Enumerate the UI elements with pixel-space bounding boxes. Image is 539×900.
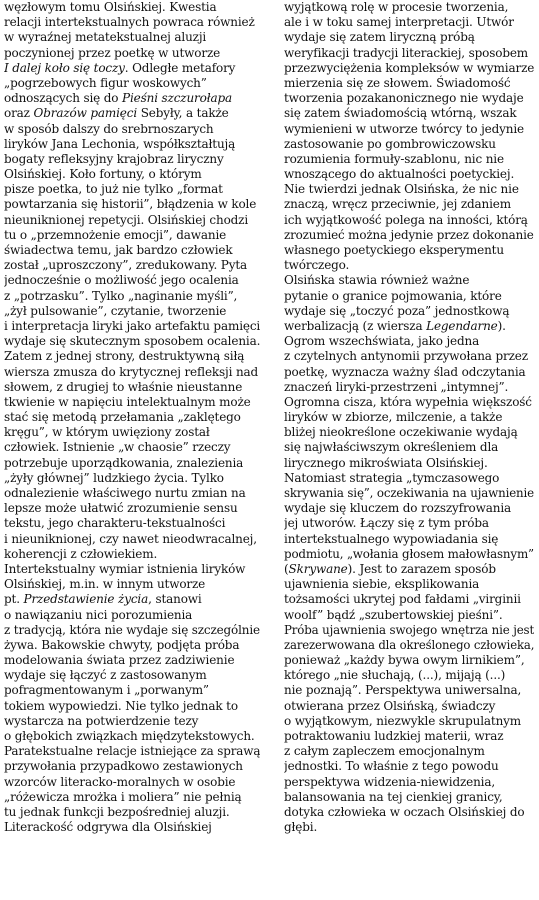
text-fragment: potraktowaniu ludzkiej materii, wraz <box>284 729 504 743</box>
text-line <box>284 76 534 91</box>
text-fragment: wzorców literacko-moralnych w osobie <box>4 774 236 789</box>
text-line <box>284 425 534 440</box>
text-line <box>284 729 534 744</box>
text-fragment: Zatem z jednej strony, destruktywną siłą <box>4 349 245 364</box>
text-line <box>4 577 260 592</box>
text-fragment: bogaty refleksyjny krajobraz liryczny <box>4 151 224 166</box>
text-line <box>284 790 534 805</box>
text-fragment: dotyka człowieka w oczach Olsińskiej do <box>284 804 525 819</box>
text-fragment: nie poznają”. Perspektywa uniwersalna, <box>284 683 522 698</box>
text-line <box>284 304 534 319</box>
text-fragment: koherencji z człowiekiem. <box>4 546 158 561</box>
text-line <box>4 471 260 486</box>
text-fragment: przezwyciężenia kompleksów w wymiarze <box>284 60 534 75</box>
text-line <box>4 623 259 638</box>
text-fragment: w wyraźnej metatekstualnej aluzji <box>4 30 207 45</box>
text-line <box>284 258 534 273</box>
text-fragment: o nawiązaniu nici porozumienia <box>4 607 193 622</box>
text-fragment: człowiek. Istnienie „w chaosie” rzeczy <box>4 440 231 455</box>
text-line <box>284 683 534 698</box>
text-line <box>4 0 260 15</box>
text-line <box>284 61 534 76</box>
text-line <box>4 76 260 91</box>
text-fragment: relacji intertekstualnych powraca również <box>4 15 255 30</box>
text-fragment: werbalizacją (z wiersza <box>284 318 427 333</box>
text-fragment: zrozumieć można jedynie przez dokonanie <box>284 227 534 242</box>
text-line <box>284 668 534 683</box>
text-line <box>284 46 534 61</box>
text-line <box>284 608 534 623</box>
text-fragment: nieuniknionej repetycji. Olsińskiej chodzi <box>4 212 249 227</box>
text-fragment: mierzenia się ze słowem. Świadomość <box>284 75 511 90</box>
text-fragment: poczynionej przez poetkę w utworze <box>4 45 221 60</box>
text-line <box>4 380 260 395</box>
text-line <box>4 167 260 182</box>
text-line <box>284 637 534 653</box>
text-fragment: przywołania przypadkowo zestawionych <box>4 759 243 774</box>
text-fragment: stać się metodą przełamania „zaklętego <box>4 410 241 425</box>
text-fragment: jej utworów. Łączy się z tym próba <box>284 516 489 531</box>
text-fragment: powtarzania się historii”, błądzenia w kole <box>4 197 257 212</box>
text-line <box>4 547 260 562</box>
text-line <box>4 456 260 471</box>
text-fragment: znaczą, wręcz przeciwnie, jej zdaniem <box>284 197 511 212</box>
text-line <box>4 486 260 501</box>
text-fragment: wydaje się kluczem do rozszyfrowania <box>284 501 512 516</box>
text-column-right <box>284 0 534 900</box>
text-fragment: intertekstualnego wypowiadania się <box>284 531 499 546</box>
text-line <box>4 820 260 835</box>
text-fragment: bliżej nieokreślone oczekiwanie wydają <box>284 425 518 440</box>
text-fragment: zastosowanie po gombrowiczowsku <box>284 136 496 151</box>
text-line <box>4 592 260 607</box>
text-fragment: którego „nie słuchają, (...), mijają (...) <box>284 668 506 683</box>
text-fragment: balansowania na tej cienkiej granicy, <box>284 789 503 804</box>
text-line <box>4 653 260 668</box>
text-line <box>4 152 260 167</box>
text-fragment: z „potrzasku”. Tylko „naginanie myśli”, <box>4 288 238 303</box>
text-line <box>4 608 260 623</box>
text-line <box>4 91 260 106</box>
text-line <box>4 805 260 820</box>
text-fragment: Próba ujawnienia swojego wnętrza nie jest <box>284 622 534 637</box>
text-line <box>284 546 534 562</box>
text-line <box>4 425 260 440</box>
text-fragment: woolf” bądź „szubertowskiej pieśni”. <box>284 607 503 622</box>
text-fragment: z czytelnych antynomii przywołana przez <box>284 349 528 364</box>
text-line <box>4 61 260 76</box>
text-fragment: tokiem wypowiedzi. Nie tylko jednak to <box>4 698 238 713</box>
text-line <box>4 46 260 61</box>
text-line <box>284 440 534 455</box>
text-fragment: Literackość odgrywa dla Olsińskiej <box>4 820 212 835</box>
text-line <box>284 228 532 243</box>
text-line <box>284 759 534 774</box>
text-line <box>4 638 260 653</box>
text-line <box>284 820 534 835</box>
text-fragment: modelowania świata przez zadziwienie <box>4 653 235 668</box>
text-fragment: „żył pulsowanie”, czytanie, tworzenie <box>4 303 227 318</box>
text-line <box>4 562 260 577</box>
text-fragment: tekstu, jego charakteru-tekstualności <box>4 516 226 531</box>
text-line <box>284 775 534 790</box>
text-line <box>4 714 260 729</box>
text-line <box>284 349 534 364</box>
text-line <box>284 744 534 759</box>
text-line <box>4 410 260 425</box>
text-line <box>4 516 260 531</box>
text-fragment: znaczeń liryki-przestrzeni „intymnej”. <box>284 379 509 394</box>
text-line <box>284 152 534 167</box>
text-line <box>284 0 534 15</box>
text-line <box>284 653 534 668</box>
italic-title-fragment: Legendarne <box>426 318 498 333</box>
text-fragment: ponieważ „każdy bywa owym lirnikiem”, <box>284 653 525 668</box>
text-line <box>4 501 260 516</box>
text-line <box>4 258 260 273</box>
text-line <box>284 410 534 425</box>
text-line <box>284 213 534 228</box>
text-fragment: z tradycją, która nie wydaje się szczególnie <box>4 622 260 637</box>
text-fragment: Olsińskiej. Koło fortuny, o którym <box>4 167 202 182</box>
text-fragment: Ogrom wszechświata, jako jedna <box>284 334 480 349</box>
text-fragment: poetkę, wyznacza ważny ślad odczytania <box>284 364 526 379</box>
text-line <box>284 577 534 592</box>
text-line <box>284 334 534 349</box>
text-fragment: Paratekstualne relacje istniejące za sprawą <box>4 744 260 759</box>
text-fragment: wiersza zmusza do krytycznej refleksji nad <box>4 364 259 379</box>
text-fragment: „żyły głównej” ludzkiego życia. Tylko <box>4 470 224 485</box>
text-line <box>284 501 534 516</box>
text-line <box>284 380 534 395</box>
text-column-left <box>4 0 260 900</box>
text-line <box>4 532 260 547</box>
text-line <box>4 759 260 774</box>
text-line <box>284 106 534 121</box>
text-line <box>4 729 260 744</box>
italic-title-fragment: I dalej koło się toczy <box>4 60 125 75</box>
text-line <box>4 304 260 319</box>
text-fragment: Ogromna cisza, która wypełnia większość <box>284 394 532 409</box>
text-fragment: rozumienia formuły-szablonu, nic nie <box>284 151 504 166</box>
text-fragment: . Odległe metafory <box>124 60 236 75</box>
text-fragment: się najwłaściwszym określeniem dla <box>284 440 499 455</box>
text-fragment: tworzenia pozakanonicznego nie wydaje <box>284 91 524 106</box>
text-line <box>284 516 534 531</box>
text-fragment: , stanowi <box>148 592 202 607</box>
text-line <box>4 319 260 334</box>
text-line <box>284 243 534 258</box>
text-line <box>4 775 260 790</box>
text-fragment: lepsze może ułatwić zrozumienie sensu <box>4 501 238 516</box>
text-fragment: ich wyjątkowość polega na inności, którą <box>284 212 528 227</box>
text-line <box>4 137 260 152</box>
text-line <box>284 714 534 729</box>
text-line <box>284 30 534 45</box>
text-line <box>4 122 260 137</box>
text-fragment: się zatem świadomością wtórną, wszak <box>284 106 517 121</box>
text-line <box>284 182 534 197</box>
text-line <box>284 319 534 334</box>
text-line <box>284 91 534 106</box>
text-line <box>4 243 260 258</box>
text-fragment: o wyjątkowym, niezwykle skrupulatnym <box>284 713 522 728</box>
text-fragment: „różewicza mrożka i moliera” nie pełnią <box>4 789 242 804</box>
italic-title-fragment: Obrazów pamięci <box>33 106 138 121</box>
text-line <box>4 273 260 288</box>
text-line <box>284 486 534 501</box>
text-fragment: twórczego. <box>284 258 350 273</box>
text-fragment: ale i w toku samej interpretacji. Utwór <box>284 15 514 30</box>
text-fragment: tkwienie w napięciu intelektualnym może <box>4 394 251 409</box>
text-fragment: pt. <box>4 592 24 607</box>
text-fragment: ( <box>284 561 289 576</box>
italic-title-fragment: Pieśni szczurołapa <box>122 91 232 106</box>
text-fragment: tu jednak funkcji bezpośredniej aluzji. <box>4 804 230 819</box>
text-fragment: Olsińska stawia również ważne <box>284 273 470 288</box>
text-line <box>284 562 534 577</box>
text-line <box>284 365 534 380</box>
text-fragment: wyjątkową rolę w procesie tworzenia, <box>284 0 509 14</box>
text-line <box>284 273 534 288</box>
text-fragment: pofragmentowanym i „porwanym” <box>4 683 209 698</box>
text-line <box>4 289 260 304</box>
text-line <box>284 395 534 410</box>
text-fragment: Nie twierdzi jednak Olsińska, że nic nie <box>284 182 519 197</box>
text-fragment: w sposób dalszy do srebrnoszarych <box>4 121 214 136</box>
text-line <box>284 289 534 304</box>
text-line <box>4 228 260 243</box>
text-fragment: otwierana przez Olsińską, świadczy <box>284 698 496 713</box>
text-fragment: pytanie o granice pojmowania, które <box>284 288 502 303</box>
text-fragment: i nieuniknionej, czy nawet nieodwracalnej, <box>4 531 257 546</box>
text-line <box>284 122 534 137</box>
text-line <box>4 395 260 410</box>
text-fragment: jednocześnie o możliwość jego ocalenia <box>4 273 239 288</box>
text-fragment: Olsińskiej, m.in. w innym utworze <box>4 577 206 592</box>
text-line <box>4 365 260 380</box>
text-line <box>4 744 259 759</box>
text-fragment: ). Jest to zarazem sposób <box>347 561 496 576</box>
text-line <box>284 592 534 607</box>
text-line <box>4 349 260 364</box>
text-line <box>284 197 534 212</box>
text-fragment: węzłowym tomu Olsińskiej. Kwestia <box>4 0 217 14</box>
text-line <box>284 15 534 30</box>
text-line <box>4 790 260 805</box>
text-line <box>4 15 260 30</box>
text-fragment: wydaje się „toczyć poza” jednostkową <box>284 303 510 318</box>
text-fragment: własnego poetyckiego eksperymentu <box>284 243 504 257</box>
text-fragment: skrywania się”, oczekiwania na ujawnienie <box>284 486 534 500</box>
text-fragment: kręgu”, w którym uwięziony został <box>4 425 210 440</box>
text-line <box>284 622 534 638</box>
text-fragment: został „uproszczony”, zredukowany. Pyta <box>4 258 248 273</box>
text-fragment: lirycznego mikroświata Olsińskiej. <box>284 455 488 470</box>
text-fragment: świadectwa temu, jak bardzo człowiek <box>4 243 233 257</box>
text-line <box>4 106 260 121</box>
text-fragment: „pogrzebowych figur woskowych” <box>4 75 207 90</box>
text-line <box>284 471 534 486</box>
text-line <box>284 805 534 820</box>
text-fragment: Sebyły, a także <box>137 106 229 121</box>
text-fragment: głębi. <box>284 820 318 835</box>
text-line <box>4 182 260 197</box>
text-fragment: wydaje się zatem liryczną próbą <box>284 30 475 45</box>
text-fragment: potrzebuje uporządkowania, znalezienia <box>4 455 244 470</box>
text-fragment: tożsamości ukrytej pod fałdami „virginii <box>284 592 521 607</box>
text-line <box>4 683 260 698</box>
text-fragment: pisze poetka, to już nie tylko „format <box>4 182 223 197</box>
text-fragment: odnoszących się do <box>4 91 123 106</box>
text-fragment: z całym zapleczem emocjonalnym <box>284 744 485 759</box>
text-fragment: wydaje się łączyć z zastosowanym <box>4 668 207 683</box>
text-fragment: weryfikacji tradycji literackiej, sposobem <box>284 45 529 60</box>
text-fragment: odnalezienie właściwego nurtu zmian na <box>4 486 246 500</box>
text-fragment: zarezerwowana dla określonego człowieka, <box>284 637 534 652</box>
italic-title-fragment: Skrywane <box>288 561 348 576</box>
italic-title-fragment: Przedstawienie życia <box>23 592 149 607</box>
text-fragment: oraz <box>4 106 34 121</box>
text-line <box>4 197 260 212</box>
text-line <box>4 699 260 714</box>
text-fragment: podmiotu, „wołania głosem małowłasnym” <box>284 546 534 561</box>
text-line <box>4 334 260 349</box>
text-fragment: i interpretacja liryki jako artefaktu pamięci <box>4 318 260 333</box>
text-fragment: o głębokich związkach międzytekstowych. <box>4 729 255 743</box>
text-fragment: liryków w zbiorze, milczenie, a także <box>284 410 503 425</box>
text-line <box>284 137 534 152</box>
text-fragment: wnoszącego do aktualności poetyckiej. <box>284 167 515 182</box>
text-line <box>4 213 260 228</box>
text-fragment: Intertekstualny wymiar istnienia liryków <box>4 561 246 576</box>
text-line <box>4 668 260 683</box>
text-fragment: tu o „przemnożenie emocji”, dawanie <box>4 227 227 242</box>
text-line <box>284 456 534 471</box>
text-line <box>4 30 260 45</box>
text-fragment: wydaje się skutecznym sposobem ocalenia. <box>4 334 260 349</box>
text-fragment: ujawnienia siebie, eksplikowania <box>284 577 480 592</box>
text-line <box>4 440 260 455</box>
text-line <box>284 699 534 714</box>
text-fragment: ). <box>497 318 506 333</box>
text-fragment: liryków Jana Lechonia, współkształtują <box>4 136 236 151</box>
text-fragment: perspektywa widzenia-niewidzenia, <box>284 774 496 789</box>
text-fragment: słowem, z drugiej to właśnie nieustanne <box>4 379 243 394</box>
text-line <box>284 532 534 547</box>
text-line <box>284 167 534 182</box>
text-fragment: wymienieni w utworze twórcy to jedynie <box>284 121 525 136</box>
text-fragment: żywa. Bakowskie chwyty, podjęta próba <box>4 637 240 652</box>
text-fragment: Natomiast strategia „tymczasowego <box>284 470 500 485</box>
text-fragment: wystarcza na potwierdzenie tezy <box>4 713 199 728</box>
text-fragment: jednostki. To właśnie z tego powodu <box>284 759 499 774</box>
